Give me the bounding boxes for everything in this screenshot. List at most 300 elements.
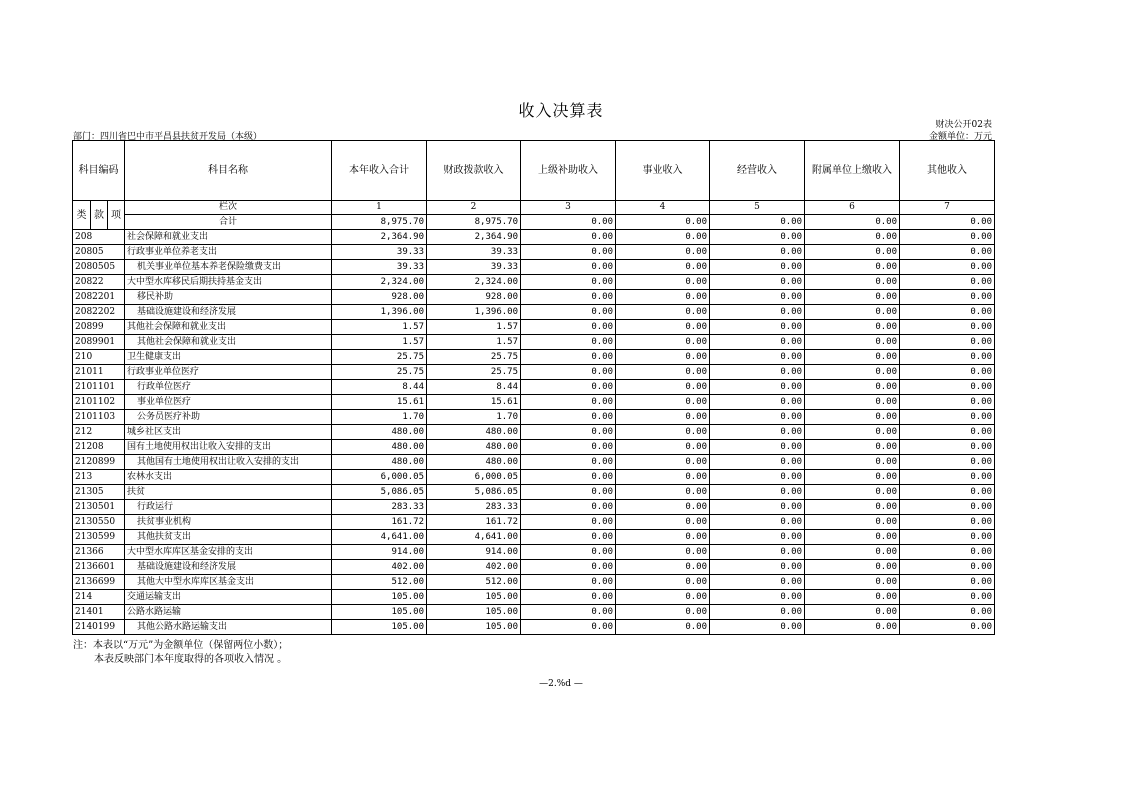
amount-cell: 1.57	[427, 335, 521, 350]
amount-cell: 0.00	[521, 230, 616, 245]
amount-cell: 0.00	[521, 290, 616, 305]
amount-cell: 0.00	[616, 290, 710, 305]
column-number: 5	[710, 201, 805, 215]
amount-cell: 4,641.00	[427, 530, 521, 545]
amount-cell: 0.00	[521, 335, 616, 350]
amount-cell: 914.00	[332, 545, 427, 560]
table-row	[73, 455, 995, 470]
subject-code: 21011	[73, 365, 125, 380]
amount-cell: 0.00	[900, 350, 995, 365]
amount-cell: 0.00	[710, 335, 805, 350]
total-row	[73, 215, 995, 230]
amount-cell: 0.00	[710, 230, 805, 245]
amount-cell: 0.00	[900, 545, 995, 560]
amount-cell: 0.00	[521, 560, 616, 575]
amount-cell: 0.00	[710, 275, 805, 290]
amount-cell: 5,086.05	[427, 485, 521, 500]
amount-cell: 928.00	[332, 290, 427, 305]
amount-cell: 0.00	[710, 425, 805, 440]
amount-cell: 0.00	[900, 260, 995, 275]
amount-cell: 0.00	[805, 530, 900, 545]
amount-cell: 0.00	[616, 560, 710, 575]
subject-code: 2101101	[73, 380, 125, 395]
amount-cell: 0.00	[805, 275, 900, 290]
amount-cell: 283.33	[427, 500, 521, 515]
amount-cell: 8.44	[427, 380, 521, 395]
amount-cell: 15.61	[427, 395, 521, 410]
amount-cell: 0.00	[900, 395, 995, 410]
column-number: 3	[521, 201, 616, 215]
amount-cell: 0.00	[805, 230, 900, 245]
amount-cell: 0.00	[616, 605, 710, 620]
amount-cell: 0.00	[805, 395, 900, 410]
subject-name: 大中型水库移民后期扶持基金支出	[125, 275, 332, 290]
column-number: 4	[616, 201, 710, 215]
amount-cell: 0.00	[710, 620, 805, 635]
amount-cell: 402.00	[332, 560, 427, 575]
amount-cell: 0.00	[710, 470, 805, 485]
amount-cell: 0.00	[616, 515, 710, 530]
amount-cell: 0.00	[900, 560, 995, 575]
amount-unit: 金额单位：万元	[928, 132, 992, 142]
amount-cell: 0.00	[900, 275, 995, 290]
amount-cell: 0.00	[521, 455, 616, 470]
department-label: 部门：四川省巴中市平昌县扶贫开发局（本级）	[73, 132, 263, 142]
amount-cell: 39.33	[332, 260, 427, 275]
subject-code: 210	[73, 350, 125, 365]
subject-code: 2130550	[73, 515, 125, 530]
table-row	[73, 410, 995, 425]
amount-cell: 0.00	[521, 440, 616, 455]
amount-cell: 0.00	[805, 440, 900, 455]
amount-cell: 928.00	[427, 290, 521, 305]
subject-code: 2130599	[73, 530, 125, 545]
amount-cell: 0.00	[900, 470, 995, 485]
amount-cell: 25.75	[332, 350, 427, 365]
amount-cell: 25.75	[427, 365, 521, 380]
table-row	[73, 305, 995, 320]
table-row	[73, 395, 995, 410]
subject-name: 国有土地使用权出让收入安排的支出	[125, 440, 332, 455]
amount-cell: 0.00	[710, 530, 805, 545]
amount-cell: 0.00	[710, 575, 805, 590]
table-row	[73, 500, 995, 515]
amount-cell: 1.70	[332, 410, 427, 425]
amount-cell: 0.00	[710, 380, 805, 395]
table-row	[73, 350, 995, 365]
subject-code: 2136601	[73, 560, 125, 575]
header-xiang: 项	[108, 201, 125, 230]
subject-code: 21305	[73, 485, 125, 500]
amount-cell: 0.00	[521, 245, 616, 260]
amount-cell: 0.00	[710, 305, 805, 320]
subject-name: 行政单位医疗	[125, 380, 332, 395]
amount-cell: 8.44	[332, 380, 427, 395]
amount-cell: 2,324.00	[332, 275, 427, 290]
amount-cell: 0.00	[900, 365, 995, 380]
amount-cell: 0.00	[900, 230, 995, 245]
table-row	[73, 575, 995, 590]
table-row	[73, 320, 995, 335]
header-operating: 经营收入	[710, 141, 805, 201]
amount-cell: 0.00	[616, 620, 710, 635]
header-code: 科目编码	[73, 141, 125, 201]
amount-cell: 0.00	[521, 620, 616, 635]
table-row	[73, 230, 995, 245]
amount-cell: 1,396.00	[427, 305, 521, 320]
subject-code: 2082201	[73, 290, 125, 305]
table-row	[73, 290, 995, 305]
amount-cell: 1,396.00	[332, 305, 427, 320]
amount-cell: 1.57	[332, 335, 427, 350]
amount-cell: 105.00	[427, 620, 521, 635]
amount-cell: 39.33	[332, 245, 427, 260]
amount-cell: 0.00	[616, 590, 710, 605]
amount-cell: 0.00	[616, 440, 710, 455]
table-row	[73, 275, 995, 290]
amount-cell: 0.00	[710, 605, 805, 620]
column-number-row	[73, 201, 995, 215]
amount-cell: 0.00	[710, 290, 805, 305]
amount-cell: 105.00	[332, 590, 427, 605]
amount-cell: 0.00	[805, 380, 900, 395]
column-number: 6	[805, 201, 900, 215]
amount-cell: 0.00	[710, 410, 805, 425]
amount-cell: 512.00	[332, 575, 427, 590]
amount-cell: 2,364.90	[332, 230, 427, 245]
amount-cell: 0.00	[616, 410, 710, 425]
amount-cell: 15.61	[332, 395, 427, 410]
subject-code: 2082202	[73, 305, 125, 320]
amount-cell: 105.00	[332, 605, 427, 620]
amount-cell: 161.72	[427, 515, 521, 530]
table-body	[73, 230, 995, 635]
subject-code: 2101102	[73, 395, 125, 410]
amount-cell: 480.00	[332, 440, 427, 455]
amount-cell: 0.00	[710, 365, 805, 380]
amount-cell: 0.00	[616, 260, 710, 275]
header-lei: 类	[73, 201, 91, 230]
amount-cell: 0.00	[805, 620, 900, 635]
amount-cell: 0.00	[900, 575, 995, 590]
amount-cell: 0.00	[521, 485, 616, 500]
amount-cell: 39.33	[427, 245, 521, 260]
amount-cell: 0.00	[805, 485, 900, 500]
table-row	[73, 335, 995, 350]
note-line-1: 注：本表以“万元”为金额单位（保留两位小数）；	[73, 640, 289, 651]
amount-cell: 0.00	[616, 350, 710, 365]
amount-cell: 0.00	[616, 455, 710, 470]
header-row	[73, 141, 995, 201]
amount-cell: 0.00	[521, 515, 616, 530]
amount-cell: 0.00	[805, 455, 900, 470]
subject-code: 2120899	[73, 455, 125, 470]
subject-name: 其他公路水路运输支出	[125, 620, 332, 635]
amount-cell: 0.00	[616, 395, 710, 410]
amount-cell: 480.00	[427, 455, 521, 470]
total-cell: 8,975.70	[427, 215, 521, 230]
amount-cell: 0.00	[900, 485, 995, 500]
amount-cell: 480.00	[427, 440, 521, 455]
amount-cell: 105.00	[427, 605, 521, 620]
subject-code: 20805	[73, 245, 125, 260]
subject-name: 扶贫事业机构	[125, 515, 332, 530]
amount-cell: 0.00	[616, 230, 710, 245]
subject-name: 卫生健康支出	[125, 350, 332, 365]
amount-cell: 0.00	[900, 500, 995, 515]
amount-cell: 0.00	[616, 335, 710, 350]
amount-cell: 1.57	[332, 320, 427, 335]
amount-cell: 25.75	[332, 365, 427, 380]
header-name: 科目名称	[125, 141, 332, 201]
amount-cell: 0.00	[710, 320, 805, 335]
income-table	[72, 140, 995, 635]
table-row	[73, 425, 995, 440]
amount-cell: 0.00	[521, 605, 616, 620]
total-cell: 0.00	[616, 215, 710, 230]
amount-cell: 0.00	[805, 425, 900, 440]
header-other: 其他收入	[900, 141, 995, 201]
table-row	[73, 485, 995, 500]
table-row	[73, 365, 995, 380]
amount-cell: 0.00	[521, 500, 616, 515]
amount-cell: 480.00	[332, 455, 427, 470]
subject-code: 20822	[73, 275, 125, 290]
amount-cell: 0.00	[521, 260, 616, 275]
amount-cell: 0.00	[521, 575, 616, 590]
amount-cell: 402.00	[427, 560, 521, 575]
amount-cell: 0.00	[521, 275, 616, 290]
amount-cell: 0.00	[521, 380, 616, 395]
amount-cell: 0.00	[616, 380, 710, 395]
subject-code: 208	[73, 230, 125, 245]
subject-name: 交通运输支出	[125, 590, 332, 605]
amount-cell: 0.00	[805, 590, 900, 605]
amount-cell: 0.00	[521, 530, 616, 545]
table-row	[73, 440, 995, 455]
subject-name: 大中型水库库区基金安排的支出	[125, 545, 332, 560]
amount-cell: 0.00	[616, 245, 710, 260]
amount-cell: 0.00	[805, 605, 900, 620]
amount-cell: 0.00	[710, 245, 805, 260]
amount-cell: 105.00	[332, 620, 427, 635]
amount-cell: 39.33	[427, 260, 521, 275]
subject-name: 其他扶贫支出	[125, 530, 332, 545]
subject-code: 212	[73, 425, 125, 440]
amount-cell: 283.33	[332, 500, 427, 515]
amount-cell: 0.00	[805, 305, 900, 320]
amount-cell: 0.00	[900, 245, 995, 260]
subject-code: 2089901	[73, 335, 125, 350]
amount-cell: 0.00	[900, 410, 995, 425]
table-row	[73, 380, 995, 395]
amount-cell: 0.00	[616, 575, 710, 590]
subject-code: 21366	[73, 545, 125, 560]
amount-cell: 914.00	[427, 545, 521, 560]
subject-code: 213	[73, 470, 125, 485]
subject-name: 机关事业单位基本养老保险缴费支出	[125, 260, 332, 275]
amount-cell: 1.57	[427, 320, 521, 335]
amount-cell: 161.72	[332, 515, 427, 530]
note-line-2: 本表反映部门本年度取得的各项收入情况 。	[94, 654, 288, 665]
amount-cell: 0.00	[805, 470, 900, 485]
amount-cell: 0.00	[616, 530, 710, 545]
amount-cell: 0.00	[805, 500, 900, 515]
subject-code: 2140199	[73, 620, 125, 635]
amount-cell: 0.00	[710, 545, 805, 560]
subject-code: 2136699	[73, 575, 125, 590]
total-cell: 0.00	[521, 215, 616, 230]
amount-cell: 0.00	[900, 590, 995, 605]
subject-code: 2101103	[73, 410, 125, 425]
amount-cell: 0.00	[805, 365, 900, 380]
amount-cell: 4,641.00	[332, 530, 427, 545]
amount-cell: 0.00	[710, 395, 805, 410]
amount-cell: 0.00	[900, 380, 995, 395]
total-cell: 0.00	[710, 215, 805, 230]
amount-cell: 0.00	[710, 560, 805, 575]
amount-cell: 0.00	[805, 410, 900, 425]
subject-name: 其他国有土地使用权出让收入安排的支出	[125, 455, 332, 470]
subject-code: 2080505	[73, 260, 125, 275]
subject-name: 行政事业单位医疗	[125, 365, 332, 380]
document-title: 收入决算表	[518, 101, 604, 120]
amount-cell: 0.00	[710, 485, 805, 500]
amount-cell: 0.00	[900, 530, 995, 545]
amount-cell: 0.00	[805, 245, 900, 260]
amount-cell: 0.00	[616, 500, 710, 515]
amount-cell: 0.00	[900, 440, 995, 455]
table-row	[73, 545, 995, 560]
amount-cell: 0.00	[616, 545, 710, 560]
amount-cell: 0.00	[521, 470, 616, 485]
amount-cell: 2,364.90	[427, 230, 521, 245]
amount-cell: 0.00	[616, 305, 710, 320]
subject-name: 社会保障和就业支出	[125, 230, 332, 245]
amount-cell: 0.00	[710, 455, 805, 470]
amount-cell: 0.00	[710, 350, 805, 365]
amount-cell: 0.00	[805, 545, 900, 560]
amount-cell: 0.00	[521, 425, 616, 440]
subject-code: 214	[73, 590, 125, 605]
sum-label: 合计	[125, 215, 332, 230]
subject-name: 行政运行	[125, 500, 332, 515]
amount-cell: 0.00	[521, 305, 616, 320]
subject-name: 移民补助	[125, 290, 332, 305]
subject-name: 公路水路运输	[125, 605, 332, 620]
amount-cell: 0.00	[900, 455, 995, 470]
column-number: 7	[900, 201, 995, 215]
amount-cell: 0.00	[710, 440, 805, 455]
amount-cell: 5,086.05	[332, 485, 427, 500]
total-cell: 0.00	[900, 215, 995, 230]
amount-cell: 480.00	[332, 425, 427, 440]
amount-cell: 0.00	[710, 500, 805, 515]
amount-cell: 105.00	[427, 590, 521, 605]
amount-cell: 0.00	[521, 320, 616, 335]
amount-cell: 0.00	[521, 590, 616, 605]
amount-cell: 0.00	[805, 290, 900, 305]
amount-cell: 0.00	[616, 320, 710, 335]
amount-cell: 0.00	[805, 515, 900, 530]
amount-cell: 0.00	[616, 425, 710, 440]
header-total: 本年收入合计	[332, 141, 427, 201]
amount-cell: 0.00	[521, 365, 616, 380]
amount-cell: 0.00	[710, 515, 805, 530]
amount-cell: 0.00	[900, 605, 995, 620]
table-row	[73, 560, 995, 575]
amount-cell: 0.00	[616, 470, 710, 485]
table-row	[73, 245, 995, 260]
subject-name: 公务员医疗补助	[125, 410, 332, 425]
amount-cell: 0.00	[900, 335, 995, 350]
amount-cell: 0.00	[805, 260, 900, 275]
amount-cell: 6,000.05	[332, 470, 427, 485]
page-number: —2.%d —	[539, 679, 583, 689]
subject-name: 基础设施建设和经济发展	[125, 560, 332, 575]
subject-name: 农林水支出	[125, 470, 332, 485]
amount-cell: 0.00	[805, 560, 900, 575]
subject-code: 20899	[73, 320, 125, 335]
table-row	[73, 605, 995, 620]
total-cell: 8,975.70	[332, 215, 427, 230]
subject-name: 基础设施建设和经济发展	[125, 305, 332, 320]
header-subsidy: 上级补助收入	[521, 141, 616, 201]
amount-cell: 0.00	[521, 545, 616, 560]
amount-cell: 0.00	[710, 260, 805, 275]
amount-cell: 0.00	[900, 515, 995, 530]
amount-cell: 6,000.05	[427, 470, 521, 485]
table-row	[73, 620, 995, 635]
amount-cell: 512.00	[427, 575, 521, 590]
table-row	[73, 515, 995, 530]
header-fiscal: 财政拨款收入	[427, 141, 521, 201]
column-label: 栏次	[125, 201, 332, 215]
table-row	[73, 260, 995, 275]
amount-cell: 0.00	[900, 305, 995, 320]
amount-cell: 0.00	[521, 350, 616, 365]
amount-cell: 0.00	[616, 365, 710, 380]
form-number: 财决公开02表	[935, 120, 992, 130]
table-row	[73, 530, 995, 545]
amount-cell: 0.00	[616, 485, 710, 500]
amount-cell: 0.00	[805, 350, 900, 365]
amount-cell: 0.00	[616, 275, 710, 290]
subject-name: 其他大中型水库库区基金支出	[125, 575, 332, 590]
amount-cell: 0.00	[900, 320, 995, 335]
table-row	[73, 590, 995, 605]
amount-cell: 0.00	[900, 290, 995, 305]
column-number: 1	[332, 201, 427, 215]
subject-name: 其他社会保障和就业支出	[125, 335, 332, 350]
amount-cell: 0.00	[710, 590, 805, 605]
amount-cell: 0.00	[521, 410, 616, 425]
subject-name: 城乡社区支出	[125, 425, 332, 440]
amount-cell: 1.70	[427, 410, 521, 425]
subject-code: 2130501	[73, 500, 125, 515]
amount-cell: 0.00	[805, 335, 900, 350]
subject-name: 其他社会保障和就业支出	[125, 320, 332, 335]
subject-name: 行政事业单位养老支出	[125, 245, 332, 260]
amount-cell: 0.00	[805, 320, 900, 335]
header-kuan: 款	[91, 201, 108, 230]
table-row	[73, 470, 995, 485]
subject-code: 21208	[73, 440, 125, 455]
amount-cell: 25.75	[427, 350, 521, 365]
subject-name: 事业单位医疗	[125, 395, 332, 410]
amount-cell: 0.00	[900, 425, 995, 440]
header-affiliated: 附属单位上缴收入	[805, 141, 900, 201]
